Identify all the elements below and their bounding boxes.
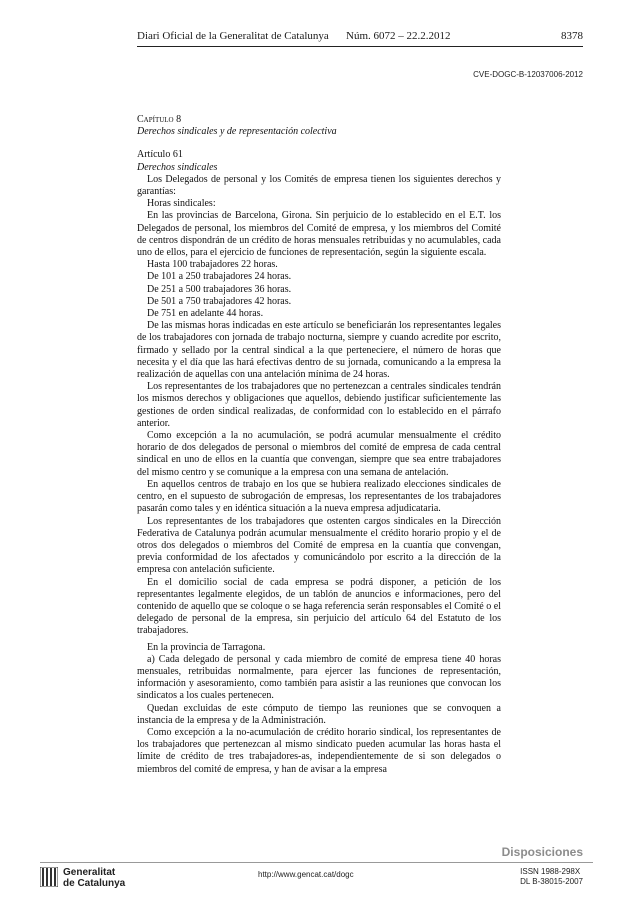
- page-number: 8378: [561, 30, 583, 42]
- journal-title: Diari Oficial de la Generalitat de Catalunya: [137, 30, 329, 42]
- document-body: [137, 114, 501, 776]
- generalitat-logo: [40, 867, 125, 889]
- cve-code: CVE-DOGC-B-12037006-2012: [473, 70, 583, 79]
- paragraph: Los representantes de los trabajadores que ostenten cargos sindicales en la Dirección Federativa de Catalunya podrán acumular mensualmente el crédito horario propio y el de otros dos delegados o miembros del Comité de empresa en la cuantía que convengan, previa conformidad de los afectados y comunicándolo por escrito a la dirección de la empresa con antelación suficiente.: [137, 515, 501, 576]
- footer-divider: [40, 862, 593, 863]
- legal-deposit: DL B-38015-2007: [520, 877, 583, 886]
- paragraph: De 751 en adelante 44 horas.: [147, 308, 264, 320]
- issn: ISSN 1988-298X: [520, 867, 581, 876]
- paragraph: Quedan excluidas de este cómputo de tiempo las reuniones que se convoquen a instancia de la empresa y de la Administración.: [137, 702, 501, 726]
- paragraph: Como excepción a la no-acumulación de crédito horario sindical, los representantes de los trabajadores que pertenezcan al mismo sindicato pueden acumular las horas hasta el límite de crédito de tres trabajadores-as, independientemente de si son delegados o miembros del comité de empresa, y han de avisar a la empresa: [137, 726, 501, 775]
- paragraph: Hasta 100 trabajadores 22 horas.: [147, 259, 278, 271]
- footer-identifiers: [520, 867, 583, 887]
- section-label: Disposiciones: [501, 845, 583, 859]
- paragraph: Como excepción a la no acumulación, se podrá acumular mensualmente el crédito horario de dos delegados de personal o miembros del comité de empresa de cada central sindical en uno de ellos en la cuantía que convengan, siempre que sea entre trabajadores del mismo centro y se comunique a la empresa con una semana de antelación.: [137, 430, 501, 478]
- paragraph: Los Delegados de personal y los Comités de empresa tienen los siguientes derechos y garantías:: [137, 173, 501, 198]
- paragraph: Los representantes de los trabajadores que no pertenezcan a centrales sindicales tendrán los mismos derechos y obligaciones que aquellos, debiendo justificar suficientemente las gestiones de orden sindical realizadas, de conformidad con lo establecido en el párrafo anterior.: [137, 381, 501, 429]
- paragraph: En el domicilio social de cada empresa se podrá disponer, a petición de los representantes legalmente elegidos, de un tablón de anuncios e informaciones, pero del contenido de aquello que se coloque o se haga referencia serán responsables el Comité o el delegado de personal de la empresa, sin perjuicio del artículo 64 del Estatuto de los trabajadores.: [137, 576, 501, 637]
- paragraph: En las provincias de Barcelona, Girona. Sin perjuicio de lo establecido en el E.T. los Delegados de personal, los miembros del Comité de empresa, y los miembros del Comité de centros dispondrán de un crédito de horas mensuales retribuidas y no acumulables, cada uno de ellos, para el ejercicio de funciones de representación, según la siguiente escala.: [137, 210, 501, 259]
- article-title: Derechos sindicales: [137, 161, 218, 173]
- header-divider: [137, 46, 583, 47]
- paragraph: De 251 a 500 trabajadores 36 horas.: [147, 283, 292, 295]
- paragraph: En la provincia de Tarragona.: [147, 641, 266, 653]
- paragraph: De 501 a 750 trabajadores 42 horas.: [147, 295, 292, 307]
- article-label: Artículo 61: [137, 149, 183, 161]
- paragraph: De 101 a 250 trabajadores 24 horas.: [147, 271, 292, 283]
- logo-line2: de Catalunya: [63, 878, 126, 889]
- logo-line1: Generalitat: [63, 867, 116, 878]
- paragraph: a) Cada delegado de personal y cada miembro de comité de empresa tiene 40 horas mensuales, retribuidas normalmente, para ejercer las funciones de representación, información y asesoramiento, como también para asistir a las reuniones que convocan los sindicatos a los cuales pertenecen.: [137, 653, 501, 702]
- paragraph: En aquellos centros de trabajo en los que se hubiera realizado elecciones sindicales de centro, en el supuesto de subrogación de empresas, los representantes de los trabajadores pasarán como tales y en idéntica situación a la nueva empresa adjudicataria.: [137, 478, 501, 515]
- footer-url-link[interactable]: http://www.gencat.cat/dogc: [258, 870, 354, 879]
- senyera-icon: [40, 867, 58, 887]
- paragraph: Horas sindicales:: [147, 198, 216, 210]
- chapter-label: Capítulo 8: [137, 114, 182, 125]
- paragraph: De las mismas horas indicadas en este artículo se beneficiarán los representantes legales de los trabajadores con jornada de trabajo nocturna, siempre y cuando acredite por escrito, firmado y sellado por la central sindical a la que perteneciere, el número de horas que necesita y el día que las hará efectivas dentro de su jornada, comunicando a la empresa la realización de aquellas con una antelación mínima de 24 horas.: [137, 320, 501, 381]
- issue-number: Núm. 6072 – 22.2.2012: [346, 30, 451, 42]
- chapter-title: Derechos sindicales y de representación colectiva: [137, 126, 337, 138]
